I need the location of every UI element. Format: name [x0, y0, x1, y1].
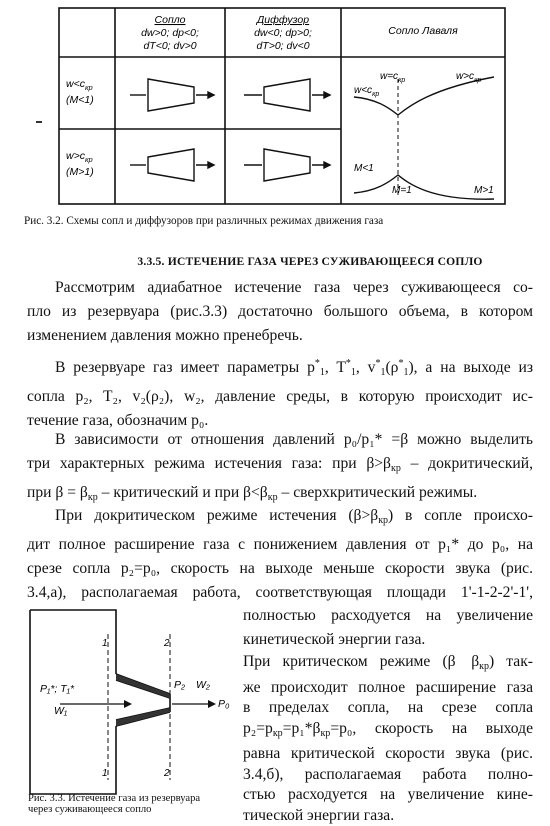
nozzle-header-line2: dT<0; dv>0 [143, 40, 196, 52]
figure-caption-3-3-line2: через суживающееся сопло [28, 804, 243, 816]
w2-label: W₂ [196, 679, 210, 691]
reservoir-nozzle-figure [20, 608, 245, 798]
para5-line7: стью расходуется на увеличение кине- [243, 785, 533, 806]
laval-w-lt-label: $w<c_{кр}$ [354, 85, 379, 98]
para2-line1: В резервуаре газ имеет параметры $p^*_1$, $T^*_1$, $v^*_1(\rho^*_1)$, а на выходе из [27, 352, 533, 385]
laval-m-gt-label: M>1 [474, 185, 494, 196]
paragraph-4-continued [243, 604, 533, 652]
nozzle-header-title: Сопло [155, 14, 186, 26]
para5-line5: равна критической скорости звука (рис. [243, 744, 533, 765]
row1-diffuser-shape [244, 79, 330, 111]
paragraph-4 [27, 504, 533, 605]
para5-line3: в пределах сопла, на срезе сопла [243, 698, 533, 719]
figure-caption-3-2: Рис. 3.2. Схемы сопл и диффузоров при различных режимах движения газа [24, 214, 534, 228]
section-1-top-label: 1 [102, 638, 108, 649]
margin-mark [36, 121, 42, 123]
paragraph-5 [243, 652, 533, 826]
diffuser-header-title: Диффузор [256, 14, 309, 26]
section-1-bottom-label: 1 [102, 768, 108, 779]
row1-label: $w<c_{кр}$ [66, 78, 93, 92]
para3-line3: при $\beta = \beta_{кр}$ – критический и при $\beta<\beta_{кр}$ – сверхкритический режимы. [27, 481, 533, 510]
figure-caption-3-3-line1: Рис. 3.3. Истечение газа из резервуара [28, 792, 243, 805]
para5-line8: тической энергии газа. [243, 806, 533, 826]
laval-m-lt-label: M<1 [354, 163, 374, 174]
w1-label: W₁ [54, 705, 68, 717]
row2-nozzle-shape [130, 149, 214, 181]
section-2-top-label: 2 [163, 638, 170, 649]
row1-nozzle-shape [130, 79, 214, 111]
para4-line2: дит полное расширение газа с понижением давления от p₁* до p₀, на [27, 533, 533, 557]
nozzle-header-line1: dw>0; dp<0; [141, 27, 199, 39]
para4-line6: кинетической энергии газа. [243, 628, 533, 652]
para1-line3: изменением давления можно пренебречь. [27, 324, 533, 348]
section-2-bottom-label: 2 [163, 768, 170, 779]
para1-line2: пло из резервуара (рис.3.3) достаточно большого объема, в котором [27, 300, 533, 324]
para5-line2: же происходит полное расширение газа [243, 678, 533, 699]
para4-line3: срезе сопла p₂=p₀, скорость на выходе меньше скорости звука (рис. [27, 557, 533, 581]
row2-label-mach: (M>1) [66, 166, 94, 178]
para5-line4: $p_2=p_{кр}=p_1*\beta_{кр}=p_0$, скорость на выходе [243, 719, 533, 745]
para4-line1: При докритическом режиме истечения $(\beta>\beta_{кр})$ в сопле происхо- [27, 504, 533, 533]
laval-m-eq-label: M=1 [392, 185, 412, 196]
diffuser-header-line2: dT>0; dv<0 [256, 40, 309, 52]
laval-w-eq-label: $w=c_{кр}$ [380, 71, 405, 84]
para1-line1: Рассмотрим адиабатное истечение газа через суживающееся со- [27, 276, 533, 300]
laval-w-gt-label: $w>c_{кр}$ [456, 71, 481, 84]
p1-t1-label: P₁*; T₁* [40, 683, 75, 695]
nozzle-diffuser-table [58, 7, 506, 205]
paragraph-1 [27, 276, 533, 348]
para5-line1: При критическом режиме (β $\beta_{кр}$) так- [243, 652, 533, 678]
paragraph-2 [27, 352, 533, 433]
row2-diffuser-shape [244, 149, 330, 181]
row2-label: $w>c_{кр}$ [66, 150, 93, 164]
para4-line4: 3.4,а), располагаемая работа, соответствующая площади 1'-1-2-2'-1', [27, 581, 533, 605]
row1-label-mach: (M<1) [66, 94, 94, 106]
para4-line5: полностью расходуется на увеличение [243, 604, 533, 628]
p0-label: P₀ [218, 698, 230, 710]
diffuser-header-line1: dw<0; dp>0; [254, 27, 312, 39]
p2-label: P₂ [174, 679, 185, 691]
laval-header-title: Сопло Лаваля [388, 25, 458, 37]
para5-line6: 3.4,б), располагаемая работа полно- [243, 765, 533, 786]
para3-line2: три характерных режима истечения газа: при $\beta>\beta_{кр}$ – докритический, [27, 452, 533, 481]
paragraph-3 [27, 428, 533, 510]
para2-line3: течение газа, обозначим p₀. [27, 409, 533, 433]
para2-line2: сопла p₂, T₂, v₂(ρ₂), w₂, давление среды, в которую происходит ис- [27, 385, 533, 409]
section-heading: 3.3.5. ИСТЕЧЕНИЕ ГАЗА ЧЕРЕЗ СУЖИВАЮЩЕЕСЯ СОПЛО [100, 255, 520, 268]
para3-line1: В зависимости от отношения давлений p₀/p₁* =β можно выделить [27, 428, 533, 452]
